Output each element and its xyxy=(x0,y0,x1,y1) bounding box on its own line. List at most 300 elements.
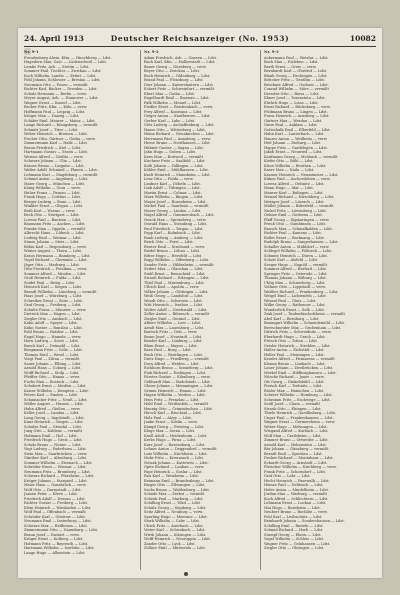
list-item: Neumann Emil — Insterburg — Ldst. xyxy=(24,519,92,523)
list-item: Schulze Paul — Stendal — Ldst. xyxy=(24,424,83,429)
list-item: Haase Otto — Wittenberg — Ldst. xyxy=(144,127,206,132)
list-item: Hirsch Karl — Bruchsal — Ldst. xyxy=(144,411,203,415)
list-item: Stein Max — Saarbrücken — verw. xyxy=(24,451,88,456)
text-columns xyxy=(24,50,376,570)
list-item: Freudenberg Alwin, Kfm. — Hirschberg — Ldst. xyxy=(24,55,112,60)
list-item: Keller Josef — Landau — Ldst. xyxy=(24,411,80,415)
list-item: Schulz Hermann — Berlin — verw. xyxy=(24,91,87,96)
list-item: Held Emil — Weißenfels — vermißt xyxy=(144,402,209,406)
list-item: Fischer Otto, Gärtner — Gotha — verw. xyxy=(24,136,96,141)
list-item: Baumgart Wilhelm — Schneidemühl — Ldst. xyxy=(264,321,346,325)
list-item: Pohl Johann, Schlosser — Breslau — Ldst. xyxy=(24,78,101,82)
list-item: Jung Otto — Koblenz — vermißt xyxy=(24,429,83,433)
list-item: Sommer Alfred — Herford — Ldst. xyxy=(264,267,328,271)
list-item: Fink Richard — Esslingen — Ldst. xyxy=(144,370,207,375)
list-item: Hesse Bruno — Nordhausen — Ldst. xyxy=(144,141,211,145)
list-item: Pape Heinrich — Goslar — Ldst. xyxy=(144,469,203,474)
list-item: Schenk Paul — Marburg — Ldst. xyxy=(144,496,204,501)
list-item: Wagner Ernst — Germersheim — verw. xyxy=(264,420,336,424)
list-item: Vogel Richard — Chemnitz — Ldst. xyxy=(24,258,88,262)
list-item: Krüger Max — Danzig — Ldst. xyxy=(24,114,80,118)
list-item: Arndt Max — Lauenburg — Ldst. xyxy=(144,325,205,330)
list-item: Hahn Karl — Lauterbach — Ldst. xyxy=(264,132,325,136)
list-item: Heinz Richard — Neunkirchen — Ldst. xyxy=(144,132,215,136)
list-item: Richter Paul — Kamenz — Ldst. xyxy=(264,231,322,235)
list-item: Wenzel Paul — Glatz — Ldst. xyxy=(264,298,317,303)
list-item: Gottschalk Emil — Elberfeld — Ldst. xyxy=(264,127,331,132)
list-item: Rudolph Bruno — Sangerhausen — Ldst. xyxy=(264,240,339,244)
list-item: Hauser Anton — Weilheim — verw. xyxy=(264,136,328,141)
list-item: Graf Georg — Freiburg — Ldst. xyxy=(24,303,82,307)
list-item: Ziegler Otto — Öhringen — Ldst. xyxy=(264,546,325,550)
list-item: Reimann Emil — Brandenburg — Ldst. xyxy=(144,478,215,483)
list-item: Kolb Johann — Dillingen — Ldst. xyxy=(144,163,204,168)
list-item: Eckert Fritz — Schweinfurt — vermißt xyxy=(144,87,215,91)
list-item: Mohr Fritz — Kreuznach — Ldst. xyxy=(144,456,205,460)
list-item: Zöllner Emil — Mittweida — Ldst. xyxy=(144,546,206,550)
list-item: Thomas Emil — Wesel — Ldst. xyxy=(24,352,80,357)
text-column-3 xyxy=(260,50,376,570)
list-item: Kühn Gustav — Bunzlau — Ldst. xyxy=(24,325,83,330)
list-item: Born Paul — Burg — Ldst. xyxy=(144,348,192,352)
list-item: Glaser Johann — Memmingen — Ldst. xyxy=(144,384,214,388)
list-item: Förster Gustav — Eilenburg — verw. xyxy=(144,375,211,379)
list-item: Pohl Karl — Leobschütz — Ldst. xyxy=(264,514,323,519)
column-section-label: Nr. 9-2 xyxy=(144,50,159,54)
list-item: Stumpf Georg — Ebern — Ldst. xyxy=(264,532,322,537)
list-item: Müller Johann — Bitterfeld — vermißt xyxy=(264,204,334,208)
list-item: Braun Friedrich — Kiel — Ldst. xyxy=(24,145,82,150)
list-item: Dörr Johann — Kaiserslautern — Ldst. xyxy=(144,82,214,87)
list-item: Jansen Peter — Kleve — Ldst. xyxy=(24,492,78,496)
list-item: Rupp Wilhelm — Offenburg — Ldst. xyxy=(144,258,210,262)
list-item: Brandt Wilhelm — Lüneburg — vermißt xyxy=(24,289,97,294)
list-item: Haas Josef — Würzburg — Ldst. xyxy=(24,294,83,298)
list-item: Janke Ernst — Köslin — verw. xyxy=(144,420,198,424)
list-item: Fleischer Wilhelm — Kirchberg — verw. xyxy=(264,465,337,469)
list-item: Knorr Max — Naila — Ldst. xyxy=(264,168,315,172)
list-item: Dietz Hugo — Friedberg — vermißt xyxy=(144,357,209,361)
newspaper-page xyxy=(18,28,382,578)
list-item: Knoll Adolf — Heidenheim — Ldst. xyxy=(144,433,208,438)
column-section-label: Nr. 9-1 xyxy=(24,50,39,54)
list-item: Krüger Johann — Stargard — Ldst. xyxy=(24,478,88,483)
list-item: Schröder Karl — Güstrow — Ldst. xyxy=(24,514,86,519)
list-item: Lange Richard — Königsberg — vermißt xyxy=(24,123,98,127)
list-item: Wolter Adolf — Greifswald — Ldst. xyxy=(144,307,208,312)
list-item: Zink Josef — Tauberbischofsheim — vermißt xyxy=(264,312,345,316)
list-item: Lehmann Kurt — Magdeburg — vermißt xyxy=(24,172,98,177)
list-item: Uhlig Max — Schneeberg — Ldst. xyxy=(264,280,326,285)
list-item: Jahn Hugo — Guben — Ldst. xyxy=(144,150,197,154)
list-item: Bach Max — Eisleben — Ldst. xyxy=(264,60,319,64)
list-item: Thiel Paul — Marienburg — Ldst. xyxy=(144,280,205,285)
list-item: Kirchner Fritz — Saalfeld — Ldst. xyxy=(144,159,206,163)
list-item: Albrecht Hans — Lübeck — Ldst. xyxy=(24,231,85,235)
list-item: Meyer August, Arb. — Hannover — Ldst. xyxy=(24,96,99,100)
list-item: Herrmann Paul — Annaberg — verw. xyxy=(144,136,212,141)
list-item: Schwarz Richard — Pforzheim — Ldst. xyxy=(24,474,95,478)
list-item: Bretschneider Max — Großenhain — Ldst. xyxy=(264,325,342,330)
list-item: Hofmann Emil — Hof — Ldst. xyxy=(24,433,78,438)
list-item: Bartsch Fritz — Oels — verw. xyxy=(144,330,198,334)
list-item: Baum Josef — Neustadt — Ldst. xyxy=(144,334,203,339)
list-item: Metzger Josef — Lörrach — Ldst. xyxy=(264,199,325,204)
list-item: Pfeiffer Otto — Hanau — verw. xyxy=(24,375,81,379)
list-item: Heller Paul — Meiningen — Ldst. xyxy=(264,352,325,357)
list-item: Kämpf Georg — Freising — Ldst. xyxy=(144,424,205,429)
list-item: Winter August — Thorn — Ldst. xyxy=(24,249,83,253)
list-item: Frank Hugo — Cottbus — Ldst. xyxy=(24,195,82,199)
list-item: Götz Ludwig — Aschaffenburg — Ldst. xyxy=(144,123,215,127)
list-item: Beck Otto — Stuttgart — Ldst. xyxy=(24,213,80,217)
list-item: Pfaff Georg — Sigmaringen — verw. xyxy=(264,217,330,222)
list-item: Bender Karl — Limburg — Ldst. xyxy=(144,339,203,343)
list-item: Mayer Josef — Rosenheim — Ldst. xyxy=(144,199,207,204)
list-item: Decker Richard — Montabaur — Ldst. xyxy=(264,456,334,460)
list-item: Blum Ernst — Mayen — Ldst. xyxy=(144,343,198,348)
list-item: Noack Max — Spremberg — verw. xyxy=(144,217,207,222)
list-item: Walter Adolf, Schmied — Plauen — Ldst. xyxy=(24,168,98,172)
list-item: Köhler Emil — Mühlhausen — Ldst. xyxy=(144,168,209,172)
list-item: Rau Karl — Weinheim — Ldst. xyxy=(144,474,199,478)
list-item: Giese Paul — Anklam — Ldst. xyxy=(264,123,318,127)
list-item: Lorenz Paul — Bautzen — Ldst. xyxy=(24,217,82,222)
list-item: Wolf Max — Crailsheim — Ldst. xyxy=(264,433,322,438)
list-item: Abel Karl — Bernburg — Ldst. xyxy=(264,316,320,321)
list-item: Michel Paul — Saarlouis — vermißt xyxy=(144,204,209,208)
list-item: Unger Paul — Frankenhausen — Ldst. xyxy=(264,415,334,420)
list-item: Buck Otto — Reutlingen — Ldst. xyxy=(144,352,204,357)
list-item: Engelhardt Emil — Ilmenau — Ldst. xyxy=(144,96,210,100)
list-item: Raab Ludwig — Amberg — Ldst. xyxy=(144,235,204,240)
list-item: Sommer Alfred — Minden — Ldst. xyxy=(24,271,87,276)
list-item: Scholz Bruno — Neisse — Ldst. xyxy=(24,442,82,447)
list-item: Berndt Emil — Sprottau — Ldst. xyxy=(264,451,323,456)
list-item: Seifert Max — Glauchau — Ldst. xyxy=(144,267,204,271)
list-item: Hahn Alfred — Gießen — verw. xyxy=(24,406,81,411)
list-item: Schade Max — Zerbst — vermißt xyxy=(144,492,205,496)
list-item: Menzel Richard — Hirschberg — Ldst. xyxy=(264,195,335,199)
list-item: Kunz Heinrich — Siegen — Ldst. xyxy=(24,420,84,424)
list-item: Lauer Johann — Zweibrücken — Ldst. xyxy=(264,366,334,370)
list-item: Scherer Wilhelm — Homburg — Ldst. xyxy=(264,393,333,397)
list-item: Graf Otto — Lahr — Ldst. xyxy=(264,474,311,478)
list-item: Neubert Bruno — Rochlitz — verw. xyxy=(264,510,328,514)
list-item: Schott Karl — Alsfeld — Ldst. xyxy=(264,258,319,262)
list-item: Wendt Otto — Schwerin — Ldst. xyxy=(144,298,203,303)
list-item: Wirth Johann — Kitzingen — Ldst. xyxy=(144,532,207,537)
list-item: Schramm Fritz — Eschwege — Ldst. xyxy=(264,397,331,402)
list-item: Bär Johann — Günzburg — vermißt xyxy=(264,447,329,451)
list-item: Ebner Josef — Traunstein — Ldst. xyxy=(264,96,326,100)
list-item: Eberhardt Hugo — Urach — Ldst. xyxy=(264,334,326,339)
list-item: Bergmann Fritz — Celle — Ldst. xyxy=(24,348,83,352)
list-item: Roth Karl — Worms — verw. xyxy=(24,208,76,213)
list-item: Zimmermann Otto — Naumburg — Ldst. xyxy=(24,528,99,532)
list-item: Dressler Otto — Riesa — Ldst. xyxy=(264,91,320,96)
list-item: Lang Georg — Ingolstadt — Ldst. xyxy=(24,415,85,420)
list-item: Lehner Anton — Deggendorf — vermißt xyxy=(144,447,217,451)
list-item: Ehrlich Hugo — Lissa — Ldst. xyxy=(264,100,319,105)
list-item: Weigel Emil — Lichtenfels — Ldst. xyxy=(264,294,327,298)
list-item: Holz Paul — Alzey — Ldst. xyxy=(144,415,193,420)
list-item: Heinze Paul — Delitzsch — Ldst. xyxy=(264,483,324,487)
list-item: Stark Wilhelm — Calw — Ldst. xyxy=(144,519,201,523)
list-item: Möller August — Husum — Ldst. xyxy=(24,402,84,406)
list-item: Schaller Anton — Mühldorf — verw. xyxy=(264,244,330,249)
list-item: Winkler Ernst — Glogau — Ldst. xyxy=(24,204,84,208)
list-item: Schreiber Ernst — Zeitz — Ldst. xyxy=(24,298,84,303)
text-column-1 xyxy=(24,50,136,570)
list-item: Vogel Wilhelm — Schleiz — Ldst. xyxy=(264,537,325,541)
list-item: Seitz Alfred — Neuburg — verw. xyxy=(144,510,204,514)
list-item: Sommer Paul, Tischler — Zwickau — Ldst. xyxy=(24,69,102,73)
list-item: Kaiser Wilhelm — Kempten — Ldst. xyxy=(24,388,89,393)
list-item: Sander Fritz — Hildesheim — vermißt xyxy=(144,262,214,267)
list-item: Sommer Wilhelm — Eisenach — Ldst. xyxy=(24,460,93,465)
page-dot-mark xyxy=(184,572,188,576)
list-item: Ludwig Emil — Weimar — Ldst. xyxy=(24,235,82,240)
header-title: Deutscher Reichsanzeiger (No. 1953) xyxy=(110,34,290,43)
list-item: Kühne Paul — Aschersleben — verw. xyxy=(264,177,331,181)
list-item: Völker Johann — Göttingen — Ldst. xyxy=(144,289,209,294)
list-item: Hoppe Fritz — Gardelegen — Ldst. xyxy=(264,145,328,150)
list-item: Sauer Johann — Elbing — Ldst. xyxy=(24,361,82,366)
list-item: Schwarz Johann — Ulm — Ldst. xyxy=(24,159,82,163)
list-item: Wolff Heinrich — Neuruppin — Ldst. xyxy=(144,537,211,541)
list-item: Richter Karl, Bäcker — Dresden — Ldst. xyxy=(24,87,98,91)
list-item: Albers Wilhelm — Leer — Ldst. xyxy=(144,321,202,325)
list-item: Jakob Ernst — Neuwied — Ldst. xyxy=(264,150,323,154)
list-item: Brückner Alfred — Oschatz — Ldst. xyxy=(264,82,329,87)
list-item: Straub Otto — Ehingen — Ldst. xyxy=(264,406,322,411)
list-item: Adam Friedrich, Arb. — Gnesen — Ldst. xyxy=(144,55,218,60)
list-item: Weber Heinrich — Bremen — Ldst. xyxy=(24,132,88,136)
list-item: Nagel Alfred — Gummersbach — Ldst. xyxy=(144,213,215,217)
list-item: Hofer Anton — Mindelheim — Ldst. xyxy=(264,487,330,492)
list-item: Frey Alfred — Konstanz — Ldst. xyxy=(144,109,203,114)
list-item: Lutz Wilhelm — Kirchheim — Ldst. xyxy=(144,451,208,456)
list-item: Hartmann Wilhelm — Iserlohn — Ldst. xyxy=(24,546,95,550)
list-item: Eichhorn Bruno — Sonneberg — Ldst. xyxy=(144,366,214,370)
list-item: Baumann Fritz — Aachen — Ldst. xyxy=(24,222,86,226)
list-item: Schmid Anton — Augsburg — Ldst. xyxy=(24,177,89,181)
list-item: Kessler Alfred — Pirmasens — vermißt xyxy=(264,357,335,361)
list-item: Grimm Heinrich — Hanau — Ldst. xyxy=(144,388,207,393)
list-item: Bauer Georg — Nürnberg — verw. xyxy=(144,64,207,69)
list-item: Günther Karl — Altenburg — Ldst. xyxy=(24,456,88,460)
list-item: Wunderlich Ernst — Selb — Ldst. xyxy=(264,307,325,312)
list-item: Preuß Otto — Gumbinnen — Ldst. xyxy=(264,222,327,226)
list-item: Krüger Ernst — Kolberg — Ldst. xyxy=(24,537,84,541)
list-item: Friedrich Adolf — Dessau — Ldst. xyxy=(24,496,86,501)
list-item: Oswald Hans — Straubing — Ldst. xyxy=(144,222,208,226)
list-item: Geisler Heinrich — Strehlen — Ldst. xyxy=(264,343,331,348)
list-item: Neumann Fritz — Bromberg — Ldst. xyxy=(24,469,91,474)
list-item: Koch Wilhelm, Landw. — Erfurt — Ldst. xyxy=(24,73,97,78)
list-item: Marx Wilhelm — Bingen — Ldst. xyxy=(144,195,204,199)
list-item: Lorenz Alfred — Oelsnitz — Ldst. xyxy=(264,181,325,186)
column-section-label: Nr. 9-3 xyxy=(264,50,279,54)
list-item: Sachs Bruno — Waldenburg — Ldst. xyxy=(144,487,210,492)
list-item: Wilke Georg — Rathenow — Ldst. xyxy=(264,303,326,307)
list-item: Kraus Hermann — Bamberg — Ldst. xyxy=(24,253,91,258)
list-item: Schmitz Heinrich — Düren — Ldst. xyxy=(264,253,328,258)
list-item: Zimmer Bruno — Ottweiler — Ldst. xyxy=(264,438,329,442)
list-item: Jordan Max — Warburg — vermißt xyxy=(264,492,327,496)
list-item: Peters Karl — Emden — Ldst. xyxy=(24,393,79,397)
list-item: Hein Fritz — Prenzlau — Ldst. xyxy=(144,397,200,402)
list-item: Wagner Fritz — Gelnhausen — Ldst. xyxy=(264,541,331,546)
list-item: Schmid Richard — Horb — Ldst. xyxy=(264,528,324,532)
header-date: 24. April 1913 xyxy=(24,34,84,43)
list-item: Paul Friedrich — Torgau — Ldst. xyxy=(144,226,204,231)
list-item: Lehmann Ernst — Luckau — Ldst. xyxy=(264,501,327,505)
list-item: Engel Hugo — Hameln — verw. xyxy=(24,334,82,339)
list-item: Ott Georg — Dinkelsbühl — Ldst. xyxy=(264,379,325,384)
list-item: Hoffmann Paul — Leipzig — Ldst. xyxy=(24,109,86,114)
list-item: Schmitt Josef — Trier — Ldst. xyxy=(24,127,79,132)
list-item: Richter Gustav — Freiberg — Ldst. xyxy=(24,501,89,505)
list-item: Blank Georg — Hechingen — Ldst. xyxy=(264,73,328,78)
list-item: Walther Richard — Frankenberg — Ldst. xyxy=(264,289,339,294)
list-item: Rieger Otto — Ellwangen — Ldst. xyxy=(144,483,206,487)
list-item: Simon Johann — Metz — Ldst. xyxy=(24,240,80,244)
list-item: Kurz Josef — Ravensburg — Ldst. xyxy=(144,442,206,447)
header-rule xyxy=(24,46,376,47)
list-item: Riedel Bruno — Löbau — Ldst. xyxy=(144,249,201,253)
list-item: Vetter Karl — Schwabach — Ldst. xyxy=(144,528,206,532)
list-item: Seidl Josef — Cham — vermißt xyxy=(264,402,320,406)
header-page-number: 10082 xyxy=(349,34,376,43)
list-item: Moser Georg — Lindau — Ldst. xyxy=(144,208,202,213)
list-item: Ulrich Fritz — Auerbach — Ldst. xyxy=(144,523,204,528)
list-item: Fiedler Ernst — Reichenbach — verw. xyxy=(144,105,214,109)
list-item: Hübner Gustav — Sagan — Ldst. xyxy=(144,145,204,150)
list-item: Conrad Wilhelm — Mörs — vermißt xyxy=(264,87,329,91)
list-item: Popp Karl — Kulmbach — Ldst. xyxy=(144,231,201,235)
list-item: Springer Fritz — Osterode — Ldst. xyxy=(264,271,328,276)
list-item: Huber Franz — Passau — Ldst. xyxy=(24,190,81,195)
list-item: Horn Ludwig — Soest — Ldst. xyxy=(24,339,79,343)
list-item: Koch Alfred — Schlüchtern — Ldst. xyxy=(264,496,329,501)
list-item: Gerber Karl — Lahr — Ldst. xyxy=(144,118,196,123)
list-item: Frank Fritz — Schorndorf — Ldst. xyxy=(264,469,327,474)
list-item: Kluge Max — Sorau — Ldst. xyxy=(144,429,196,433)
list-item: Schumacher Fritz — Neuß — Ldst. xyxy=(24,397,88,402)
list-item: Roller Ernst — Backnang — Ldst. xyxy=(264,235,326,240)
list-item: Fritsch Otto — Zittau — Ldst. xyxy=(264,339,318,343)
list-item: Schilling Ernst — Tilsit — Ldst. xyxy=(144,501,202,505)
list-item: Berger Ludwig — Bonn — Ldst. xyxy=(24,199,82,204)
list-item: Schwarz Max — Heilbronn — Ldst. xyxy=(24,523,88,528)
list-item: Bach Karl, Kfm. — Halberstadt — Ldst. xyxy=(144,60,216,64)
list-item: Rösler Max — Hainichen — Ldst. xyxy=(264,388,325,393)
list-item: Bock Heinrich — Oldenburg — Ldst. xyxy=(144,73,211,78)
list-item: Schubert Ernst — Meißen — Ldst. xyxy=(24,384,87,388)
list-item: Gärtner Max — Werdau — Ldst. xyxy=(264,118,323,123)
list-item: Wolf Paul — Offenbach — vermißt xyxy=(24,510,86,514)
list-item: Hecht Heinrich — Pasewalk — Ldst. xyxy=(264,478,330,483)
list-item: Kuhn Adolf — Speyer — Ldst. xyxy=(24,321,78,325)
list-item: Reinhardt Johann — Sondershausen — Ldst. xyxy=(264,519,345,523)
list-item: Neumann Otto — Posen — vermißt xyxy=(24,82,88,87)
list-item: Ullrich Karl — Apolda — verw. xyxy=(144,285,200,289)
list-item: Wiegand Alfred — Korbach — Ldst. xyxy=(264,429,329,433)
list-item: Schröder Ernst — Wismar — Ldst. xyxy=(24,465,87,469)
list-item: Ziegler Emil — Gmünd — Ldst. xyxy=(144,316,201,321)
list-item: Schütz Georg — Siegburg — Ldst. xyxy=(144,505,207,510)
list-item: Merkel Emil — Hildburghausen — Ldst. xyxy=(264,370,337,375)
list-item: Strauß Richard — Erlangen — Ldst. xyxy=(144,276,210,280)
list-item: Oehme Emil — Oederan — Ldst. xyxy=(264,213,323,217)
list-item: Jäger Otto — Marburg — Ldst. xyxy=(24,262,80,267)
list-item: Fuchs Max — Rostock — Ldst. xyxy=(24,379,80,384)
list-item: Lindner Karl — Döbeln — Ldst. xyxy=(144,181,201,186)
list-item: Dorn Alfred — Weiden — Ldst. xyxy=(144,361,200,366)
list-item: Schäfer Emil, Maurer — Mainz — Ldst. xyxy=(24,118,96,123)
page-header xyxy=(24,34,376,46)
list-item: Ackermann Paul — Wetzlar — Ldst. xyxy=(264,55,329,60)
list-item: Mai Hugo — Bensheim — Ldst. xyxy=(264,505,321,510)
list-item: Becker Fritz, Kfm. — Köln — verw. xyxy=(24,105,88,109)
list-item: Hennig Otto — Crimmitschau — Ldst. xyxy=(144,406,214,411)
list-item: Böhm Karl — Regensburg — verw. xyxy=(24,244,87,249)
list-item: Ritter Hugo — Hersfeld — Ldst. xyxy=(144,253,203,258)
list-item: Zeller Anton — Biberach — vermißt xyxy=(144,312,210,316)
list-item: Martin Ernst — Colmar — Ldst. xyxy=(144,190,202,195)
list-item: Zimmermann Karl — Halle — Ldst. xyxy=(24,141,88,145)
list-item: Schulte Franz — Münster — verw. xyxy=(24,307,87,312)
list-item: Eckardt Georg — Arnstadt — Ldst. xyxy=(264,460,328,465)
list-item: Falk Wilhelm — Memel — Ldst. xyxy=(144,100,202,105)
list-item: Hagedorn Max, Gast. — Lüdenscheid — Ldst. xyxy=(24,60,107,64)
list-item: Ziegler Otto — Ansbach — Ldst. xyxy=(24,316,83,321)
list-item: Braun Josef — Rastatt — verw. xyxy=(24,532,80,537)
list-item: Hofmann Fritz — Bayreuth — Ldst. xyxy=(24,541,89,546)
list-item: Klein Heinrich — Wiesbaden — Ldst. xyxy=(24,505,92,510)
list-item: Krebs Hugo — Pirna — Ldst. xyxy=(144,438,197,442)
list-item: Busch Karl — Detmold — Ldst. xyxy=(24,343,81,348)
list-item: Sperling Hugo — Meerane — Ldst. xyxy=(144,514,208,519)
list-item: Barth Ernst — Greiz — verw. xyxy=(264,64,317,69)
list-item: Mann Hugo — Idar — Ldst. xyxy=(264,186,314,190)
list-item: Gebhardt Max — Rudolstadt — Ldst. xyxy=(144,379,211,384)
list-item: Opitz Richard — Lauban — verw. xyxy=(144,465,205,469)
list-item: Arnold Karl — Hohenstein — Ldst. xyxy=(264,442,327,447)
list-item: Friedrich Hugo — Greiz — Ldst. xyxy=(24,438,83,442)
list-item: Lange Hugo — Allenstein — Ldst. xyxy=(24,550,86,555)
list-item: Krause Bruno — Liegnitz — Ldst. xyxy=(24,163,85,168)
list-item: Kramer Heinrich — Neumünster — Ldst. xyxy=(264,172,339,177)
list-item: Kraft Heinrich — Mannheim — Ldst. xyxy=(144,172,211,177)
list-item: Franke Max — Oppeln — vermißt xyxy=(24,226,86,231)
list-item: Dittrich Fritz — Schweidnitz — verw. xyxy=(264,330,332,334)
list-item: Ebert Max — Gotha — Ldst. xyxy=(144,91,196,96)
list-item: Lemke Fritz, Arb. — Stettin — Ldst. xyxy=(24,64,90,69)
list-item: Vogt Ludwig — Paderborn — Ldst. xyxy=(24,447,87,451)
list-item: König Wilhelm — Gera — verw. xyxy=(24,186,81,190)
list-item: Wolff Richard — Stolp — Ldst. xyxy=(24,370,80,375)
list-item: Dietrich Max — Hagen — Ldst. xyxy=(24,312,81,316)
list-item: Link Adolf — Tübingen — Ldst. xyxy=(144,186,201,190)
list-item: Pohl Bruno — Ratibor — Ldst. xyxy=(24,330,79,334)
list-item: Beyer Otto — Zwickau — Ldst. xyxy=(144,69,201,73)
list-item: Nickel Fritz — Löwenberg — Ldst. xyxy=(264,208,327,213)
list-item: Nitsche Richard — Jauer — verw. xyxy=(264,375,325,379)
list-item: Klemm Bruno — Limbach — Ldst. xyxy=(264,361,326,366)
